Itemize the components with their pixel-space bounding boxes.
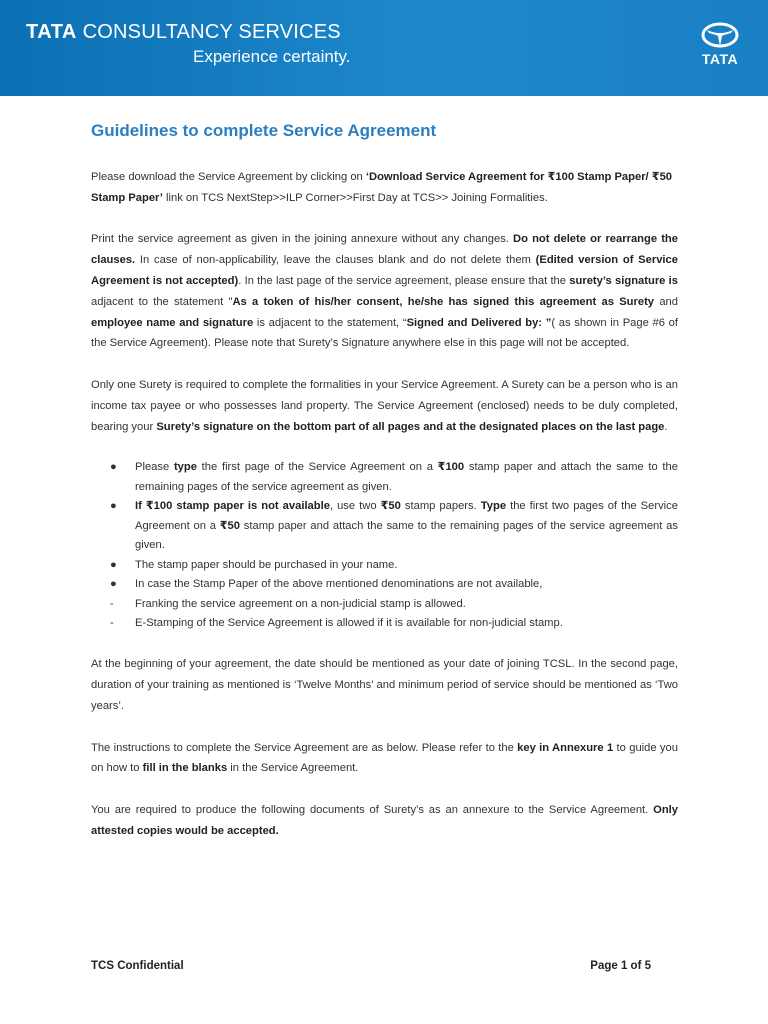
brand-tata: TATA <box>26 21 77 43</box>
list-item <box>91 497 678 556</box>
bullet-icon: ● <box>110 558 117 571</box>
bullet-icon: ● <box>110 578 117 591</box>
bold-run: employee name and signature <box>91 316 254 329</box>
tata-logo-text: TATA <box>701 51 739 67</box>
bold-run: ₹100 <box>437 461 465 474</box>
paragraph-documents <box>91 800 678 842</box>
bold-run: fill in the blanks <box>142 762 228 775</box>
text-run: to guide you on how to <box>91 741 678 775</box>
brand-consultancy-services: CONSULTANCY SERVICES <box>82 21 341 43</box>
brand-name <box>26 20 350 44</box>
paragraph-print-instructions <box>91 229 678 354</box>
dash-icon: - <box>110 617 114 630</box>
dash-icon: - <box>110 597 114 610</box>
text-run: The instructions to complete the Service Agreement are as below. Please refer to the <box>91 741 518 754</box>
text-run: stamp paper and attach the same to the remaining pages of the service agreement as given. <box>135 519 678 552</box>
bullet-icon: ● <box>110 461 117 474</box>
text-run: is adjacent to the statement, “ <box>253 316 407 329</box>
bold-run: key in Annexure 1 <box>517 741 614 754</box>
text-run: in the Service Agreement. <box>227 762 359 775</box>
paragraph-instructions <box>91 738 678 780</box>
text-run: the first page of the Service Agreement on a <box>196 461 438 474</box>
bold-run: Signed and Delivered by: ” <box>406 316 552 329</box>
list-item <box>91 614 678 634</box>
text-run: stamp papers. <box>400 500 481 513</box>
bold-run: ₹50 <box>219 519 240 532</box>
text-run: E-Stamping of the Service Agreement is allowed if it is available for non-judicial stamp. <box>135 617 563 630</box>
list-item <box>91 595 678 615</box>
bold-run: (Edited version of Service Agreement is not accepted) <box>91 254 678 287</box>
page-number: Page 1 of 5 <box>590 960 651 972</box>
bold-run: ₹50 <box>380 500 401 513</box>
paragraph-dates: At the beginning of your agreement, the date should be mentioned as your date of joining TCSL. In the second page, duration of your training as mentioned is ‘Twelve Months’ and minimum period of service should be mentioned as ‘Two years’. <box>91 658 678 713</box>
text-run: In case of non-applicability, leave the clauses blank and do not delete them <box>135 254 536 267</box>
text-run: ( as shown in Page #6 of the Service Agreement). Please note that Surety’s Signature anywhere else in this page will not be accepted. <box>91 316 679 350</box>
confidentiality-label: TCS Confidential <box>91 960 184 972</box>
text-run: adjacent to the statement " <box>91 295 233 308</box>
brand-tagline: Experience certainty. <box>193 47 351 66</box>
document-title: Guidelines to complete Service Agreement <box>91 121 437 140</box>
list-item <box>91 575 678 595</box>
text-run: In case the Stamp Paper of the above mentioned denominations are not available, <box>135 578 543 591</box>
paragraph-surety <box>91 375 678 437</box>
bold-run: type <box>173 461 197 474</box>
header-banner <box>0 0 768 96</box>
bold-run: surety’s signature is <box>569 274 678 287</box>
tata-emblem-icon <box>701 22 739 48</box>
brand-wordmark <box>26 20 350 68</box>
text-run: the first two pages of the Service Agreement on a <box>135 500 678 532</box>
text-run: Franking the service agreement on a non-judicial stamp is allowed. <box>135 597 466 610</box>
list-item <box>91 458 678 497</box>
bold-run: If ₹100 stamp paper is not available <box>135 500 330 513</box>
tata-logo <box>696 22 744 67</box>
bold-run: As a token of his/her consent, he/she has signed this agreement as Surety <box>232 295 655 308</box>
text-run: , use two <box>329 500 381 513</box>
text-run: Print the service agreement as given in the joining annexure without any changes. <box>91 233 514 246</box>
text-run: stamp paper and attach the same to the remaining pages of the service agreement as given. <box>135 461 678 493</box>
text-run: . In the last page of the service agreement, please ensure that the <box>238 274 570 287</box>
stamp-paper-list <box>91 458 678 634</box>
list-item <box>91 556 678 576</box>
bold-run: Surety’s signature on the bottom part of all pages and at the designated places on the last page <box>156 420 665 433</box>
text-run: and <box>654 295 678 308</box>
text-run: Please download the Service Agreement by clicking on <box>91 171 366 183</box>
bold-run: Type <box>480 500 507 513</box>
bold-run: Do not delete or rearrange the clauses. <box>91 233 678 267</box>
document-body <box>91 118 678 842</box>
bold-run: Only attested copies would be accepted. <box>91 804 678 837</box>
bullet-icon: ● <box>110 500 117 513</box>
text-run: You are required to produce the following documents of Surety’s as an annexure to the Service Agreement. <box>91 804 654 817</box>
text-run: The stamp paper should be purchased in your name. <box>135 558 398 571</box>
text-run: Only one Surety is required to complete the formalities in your Service Agreement. A Surety can be a person who is an income tax payee or who possesses land property. The Service Agreement (enclosed) needs to be duly completed, bearing your <box>91 378 678 433</box>
paragraph-download <box>91 167 678 209</box>
text-run: link on TCS NextStep>>ILP Corner>>First Day at TCS>> Joining Formalities. <box>162 191 548 204</box>
text-run: Please <box>135 461 174 474</box>
download-link-label: ‘Download Service Agreement for ₹100 Stamp Paper/ ₹50 Stamp Paper’ <box>91 171 673 204</box>
text-run: . <box>664 420 668 433</box>
